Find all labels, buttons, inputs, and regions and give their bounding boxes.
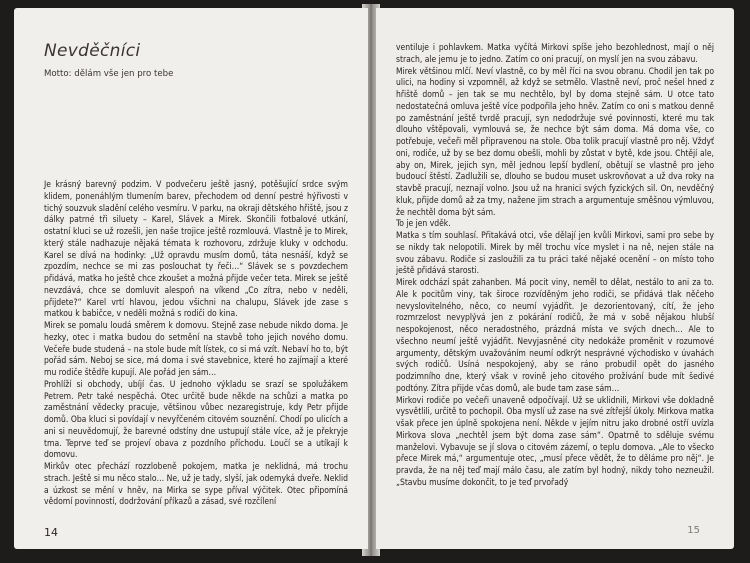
right-page-text	[396, 43, 714, 490]
paragraph: Mirek odchází spát zahanben. Má pocit viny, neměl to dělat, nestálo to ani za to. Ale k pocitům viny, tak široce rozvíděným jeho rodiči, se přidává tlak něčeho nevyslovitelného, něco, co neumí vyjádřit. Je dezorientovaný, cítí, že jeho rozmrzelost nevyplývá jen z pokárání rodičů, že má v sobě nějakou hlubší nespokojenost, něco neradostného, prázdná místa ve svých dnech… Ale to všechno neumí ještě vyjádřit. Nevyjasněné city nedokáže proměnit v rozumové argumenty, dětským uvažováním neumí odkrýt nesprávné východisko v úvahách svých rodičů. Usíná nespokojený, aby se ráno probudil opět do jasného podzimního dne, který však v rovině jeho citového prožívání bude mít šedivé podtóny. Zítra přijde včas domů, ale bude tam zase sám…	[396, 278, 714, 394]
paragraph: Mirkův otec přechází rozzlobeně pokojem, matka je neklidná, má trochu strach. Ještě si mu něco stalo… Ne, už je tady, slyší, jak odemyká dveře. Neklid a úzkost se mění v hněv, na Mirka se sype příval výčitek. Otec připomíná vědomí povinností, dodržování příkazů a zásad, své rozčílení	[44, 462, 348, 508]
page-number-left: 14	[44, 526, 58, 539]
story-motto: Motto: dělám vše jen pro tebe	[44, 69, 174, 79]
paragraph: Je krásný barevný podzim. V podvečeru ještě jasný, potěšující srdce svým klidem, ponenáhlým tlumením barev, přechodem od denní pestré hýřivosti v tichý souzvuk sladění celého vesmíru. V parku, na okraji dětského hřiště, jsou z dálky patrné tři siluety – Karel, Slávek a Mirek. Skončili fotbalové utkání, ostatní kluci se už rozešli, jen naše trojice ještě rozmlouvá. Vlastně je to Mirek, který stále nadhazuje nějaká témata k rozhovoru, zdržuje kluky v odchodu. Karel se dívá na hodinky: „Už opravdu musím domů, táta nesnáší, když se zpozdím, nechce se mi zas poslouchat ty řeči…“ Slávek se s povzdechem přidává, matka ho ještě chce zkoušet a možná přijde večer teta. Mirek se ještě nevzdává, chce se domluvit alespoň na víkend „Co zítra, nebo v neděli, přijdete?“ Karel vrtí hlavou, jedou všichni na chalupu, Slávek jde zase s matkou k babičce, v neděli možná s rodiči do kina.	[44, 180, 348, 320]
story-title: Nevděčníci	[44, 41, 141, 61]
left-page-text	[44, 180, 348, 509]
right-page	[376, 8, 734, 549]
paragraph: ventiluje i pohlavkem. Matka vyčítá Mirkovi spíše jeho bezohlednost, mají o něj strach, ale jemu je to jedno. Zatím co oni pracují, on myslí jen na svou zábavu.	[396, 43, 714, 65]
left-page	[14, 8, 368, 549]
paragraph: Mirek většinou mlčí. Neví vlastně, co by měl říci na svou obranu. Chodil jen tak po ulici, na hodiny si vzpomněl, až když se setmělo. Vlastně neví, proč nešel hned z hřiště domů – jen tak se mu nechtělo, byl by doma stejně sám. U otce tato nedostatečná omluva ještě více podpořila jeho hněv. Zatím co oni s matkou denně po zaměstnání ještě tvrdě pracují, syn nedodržuje své povinnosti, které mu tak dlouho vštěpovali, vymlouvá se, že nechce být sám doma. Má doma vše, co potřebuje, večeři měl připravenou na stole. Oba tolik pracují vlastně pro něj. Vždyť oni, rodiče, už by se bez domu obešli, mohli by zůstat v bytě, kde jsou. Chtějí ale, aby on, Mirek, jejich syn, měl jednou lepší bydlení, obětují se vlastně pro jeho budoucí štěstí. Zadlužili se, dlouho se budou muset uskrovňovat a už dva roky na stavbě pracují, neznají volno. Jsou už na hranici svých fyzických sil. On, nevděčný kluk, přijde domů až za tmy, nažene jim strach a argumentuje směšnou výmluvou, že nechtěl doma být sám.	[396, 66, 714, 218]
paragraph: To je jen vděk.	[396, 219, 451, 230]
paragraph: Matka s tím souhlasí. Přitakává otci, vše dělají jen kvůli Mirkovi, sami pro sebe by se nikdy tak nelopotili. Mirek by měl trochu více myslet i na ně, nejen stále na svou zábavu. Rodiče si zasloužili za tu práci také nějaké ocenění – on místo toho ještě přidává starosti.	[396, 231, 714, 277]
paragraph: Prohlíží si obchody, ubíjí čas. U jednoho výkladu se srazí se spolužákem Petrem. Petr také nespěchá. Otec určitě bude někde na schůzi a matka po zaměstnání vědecky pracuje, většinou vůbec nezaregistruje, kdy Petr přijde domů. Oba kluci si povídají v nevyřčeném citovém souznění. Chodí po ulicích a ani si neuvědomují, že barevné odstíny dne ustupují stále více, až je překryje tma. Teprve teď se projeví obava z pozdního příchodu. Loučí se a utíkají k domovu.	[44, 379, 348, 461]
paragraph: Mirkovi rodiče po večeři unaveně odpočívají. Už se uklidnili, Mirkovi vše dokladně vysvětlili, určitě to pochopil. Oba myslí už zase na své zítřejší úkoly. Mirkova matka však přece jen úplně spokojena není. Někde v jejím nitru jako drobné ostří uvízla Mirkova slova „nechtěl jsem být doma zase sám“. Opatrně to sděluje svému manželovi. Vybavuje se jí slova o citovém zázemí, o teplu domova. „Ale to všecko přece Mirek má,“ argumentuje otec, „musí přece vědět, že to děláme pro něj“. Je pravda, že na něj teď mají málo času, ale zatím byl hodný, nikdy toho nezneužil. „Stavbu musíme dokončit, to je teď prvořadý	[396, 395, 714, 488]
page-number-right: 15	[687, 525, 700, 536]
paragraph: Mirek se pomalu loudá směrem k domovu. Stejně zase nebude nikdo doma. Je hezky, otec i matka budou do setmění na stavbě toho jejich nového domu. Večeře bude studená – na stole bude mít lístek, co si má vzít. Nebaví ho to, být pořád sám. Neboj se sice, má doma i své stavebnice, které ho zajímají a které mu rodiče štědře kupují. Ale pořád jen sám…	[44, 321, 348, 378]
